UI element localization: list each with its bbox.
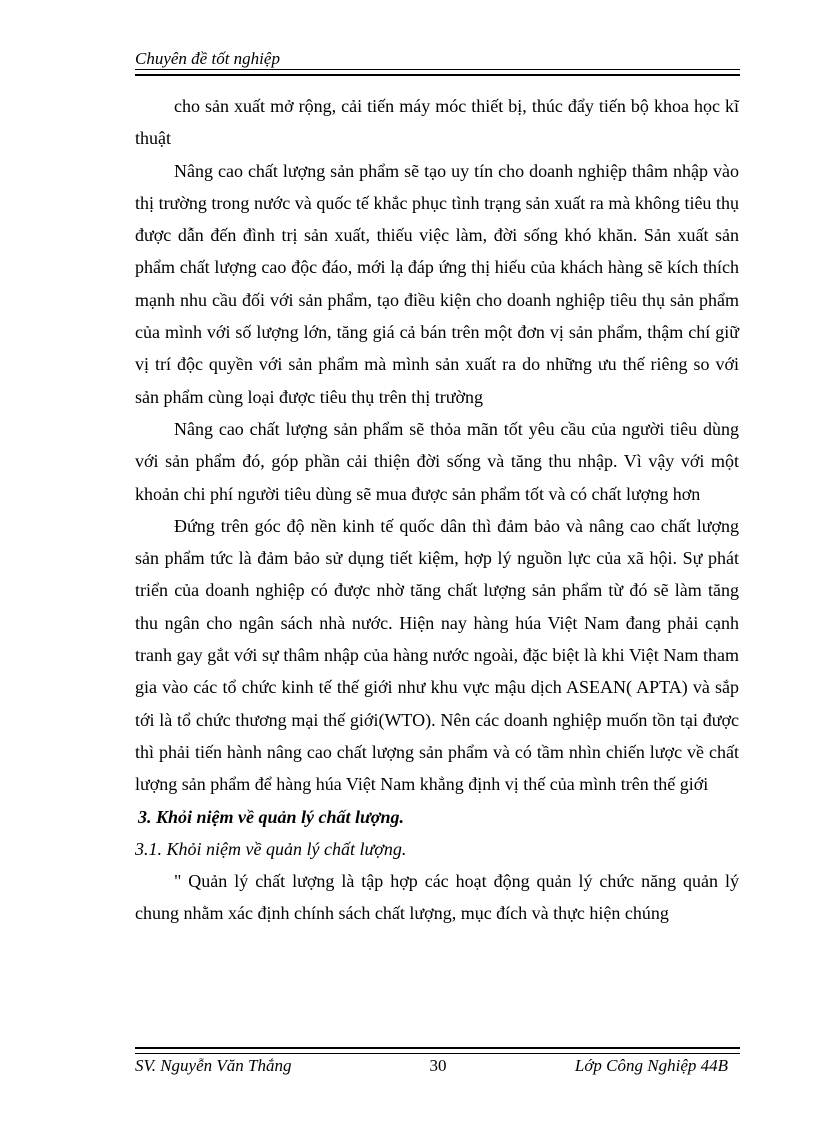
subsection-heading: 3.1. Khỏi niệm về quản lý chất lượng. (135, 838, 407, 859)
paragraph-continuation: cho sản xuất mở rộng, cải tiến máy móc thiết bị, thúc đẩy tiến bộ khoa học kĩ thuật (135, 96, 739, 149)
paragraph-national-economy: Đứng trên góc độ nền kinh tế quốc dân thì đảm bảo và nâng cao chất lượng sản phẩm tức là đảm bảo sử dụng tiết kiệm, hợp lý nguồn lực của xã hội. Sự phát triển của doanh nghiệp có được nhờ tăng chất lượng sản phẩm từ đó sẽ làm tăng thu ngân cho ngân sách nhà nước. Hiện nay hàng húa Việt Nam đang phải cạnh tranh gay gắt với sự thâm nhập của hàng nước ngoài, đặc biệt là khi Việt Nam tham gia vào các tổ chức kinh tế thế giới như khu vực mậu dịch ASEAN( APTA) và sắp tới là tổ chức thương mại thế giới(WTO). Nên các doanh nghiệp muốn tồn tại được thì phải tiến hành nâng cao chất lượng sản phẩm và có tầm nhìn chiến lược về chất lượng sản phẩm để hàng húa Việt Nam khẳng định vị thế của mình trên thế giới (135, 515, 739, 795)
page-body (135, 90, 739, 929)
page-number: 30 (429, 1056, 447, 1075)
paragraph-definition-quote: " Quản lý chất lượng là tập hợp các hoạt động quản lý chức năng quản lý chung nhằm xác định chính sách chất lượng, mục đích và thực hiện chúng (135, 870, 739, 923)
paragraph-market-reputation: Nâng cao chất lượng sản phẩm sẽ tạo uy tín cho doanh nghiệp thâm nhập vào thị trường trong nước và quốc tế khắc phục tình trạng sản xuất ra mà không tiêu thụ được dẫn đến đình trị sản xuất, thiếu việc làm, đời sống khó khăn. Sản xuất sản phẩm chất lượng cao độc đáo, mới lạ đáp ứng thị hiếu của khách hàng sẽ kích thích mạnh nhu cầu đối với sản phẩm, tạo điều kiện cho doanh nghiệp tiêu thụ sản phẩm của mình với số lượng lớn, tăng giá cả bán trên một đơn vị sản phẩm, thậm chí giữ vị trí độc quyền với sản phẩm mà mình sản xuất ra do những ưu thế riêng so với sản phẩm cùng loại được tiêu thụ trên thị trường (135, 160, 739, 407)
footer-student-name: SV. Nguyễn Văn Thắng (135, 1056, 292, 1075)
page-header (135, 48, 740, 70)
paragraph-consumer-benefit: Nâng cao chất lượng sản phẩm sẽ thỏa mãn tốt yêu cầu của người tiêu dùng với sản phẩm đó, góp phần cải thiện đời sống và tăng thu nhập. Vì vậy với một khoản chi phí người tiêu dùng sẽ mua được sản phẩm tốt và có chất lượng hơn (135, 418, 739, 504)
page-footer (135, 1053, 740, 1079)
footer-class-name: Lớp Công Nghiệp 44B (574, 1056, 728, 1075)
header-rule (135, 69, 740, 76)
header-title: Chuyên đề tốt nghiệp (135, 49, 280, 68)
section-heading: 3. Khỏi niệm về quản lý chất lượng. (138, 806, 404, 827)
